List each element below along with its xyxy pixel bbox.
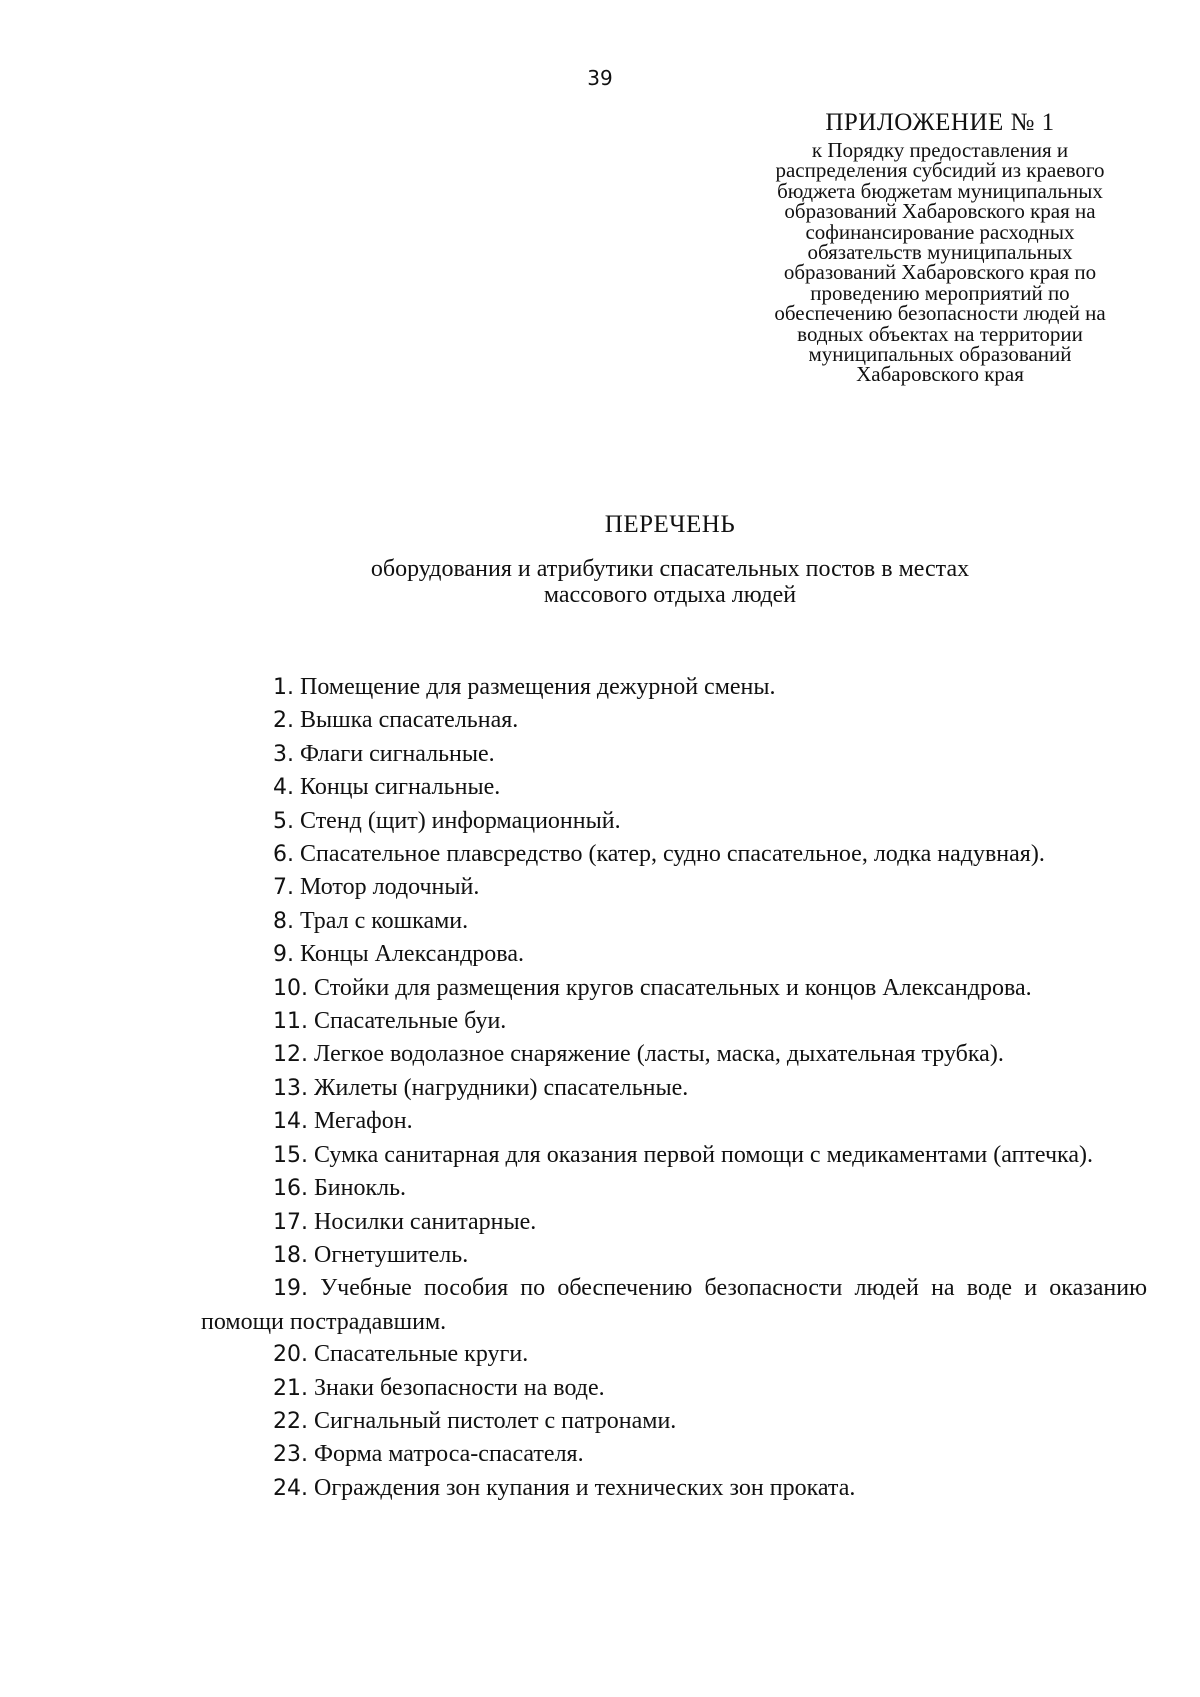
- appendix-subtitle-line: распределения субсидий из краевого: [775, 158, 1105, 183]
- list-item-text: Сумка санитарная для оказания первой помощи с медикаментами (аптечка).: [314, 1141, 1093, 1168]
- list-item-number: 1.: [273, 675, 294, 700]
- list-item-number: 23.: [273, 1442, 308, 1468]
- equipment-list: [201, 671, 1147, 1505]
- list-item-text: Мотор лодочный.: [300, 874, 480, 901]
- list-item: [201, 771, 1147, 804]
- list-item-text: Стенд (щит) информационный.: [300, 807, 621, 834]
- list-item-number: 6.: [273, 842, 294, 868]
- list-item-number: 21.: [273, 1375, 308, 1401]
- list-item-number: 22.: [273, 1408, 308, 1434]
- list-item-number: 17.: [273, 1209, 308, 1235]
- list-item-text: Форма матроса-спасателя.: [314, 1441, 584, 1468]
- appendix-subtitle-line: муниципальных образований: [808, 342, 1072, 367]
- list-item-text: Концы Александрова.: [300, 941, 524, 968]
- list-subheading: [270, 556, 1070, 608]
- list-item-number: 10.: [273, 975, 308, 1001]
- list-item: [201, 1338, 1147, 1371]
- list-item-text: Помещение для размещения дежурной смены.: [300, 674, 776, 700]
- list-item: [201, 738, 1147, 771]
- list-item: [201, 972, 1147, 1005]
- appendix-subtitle-line: бюджета бюджетам муниципальных: [777, 178, 1103, 203]
- list-item-number: 24.: [273, 1475, 308, 1501]
- list-item-text: Жилеты (нагрудники) спасательные.: [314, 1074, 689, 1101]
- appendix-title: ПРИЛОЖЕНИЕ № 1: [825, 109, 1055, 136]
- list-subheading-line: оборудования и атрибутики спасательных постов в местах: [370, 556, 970, 582]
- list-item-text: Вышка спасательная.: [300, 707, 519, 734]
- list-item-text: Легкое водолазное снаряжение (ласты, маска, дыхательная трубка).: [314, 1041, 1004, 1068]
- list-item-text: Трал с кошками.: [300, 907, 469, 934]
- appendix-block: [740, 108, 1140, 385]
- list-item: [201, 805, 1147, 838]
- list-item-number: 19.: [273, 1276, 308, 1302]
- list-item: [201, 1438, 1147, 1471]
- list-item: [201, 1005, 1147, 1038]
- list-item: [201, 838, 1147, 871]
- list-title-block: [270, 510, 1070, 608]
- list-subheading-line: массового отдыха людей: [543, 582, 797, 608]
- appendix-subtitle-line: обязательств муниципальных: [807, 240, 1073, 265]
- list-item-text: Знаки безопасности на воде.: [314, 1374, 605, 1401]
- appendix-subtitle-line: образований Хабаровского края по: [783, 260, 1097, 285]
- list-item: [201, 1072, 1147, 1105]
- list-item-text: Спасательные круги.: [314, 1341, 529, 1368]
- list-item-number: 5.: [273, 808, 294, 834]
- list-item-number: 20.: [273, 1342, 308, 1368]
- list-item-number: 9.: [273, 942, 294, 968]
- list-item-number: 15.: [273, 1142, 308, 1168]
- list-item-text: Стойки для размещения кругов спасательных и концов Александрова.: [314, 974, 1032, 1001]
- list-heading: ПЕРЕЧЕНЬ: [604, 511, 736, 538]
- list-item-number: 12.: [273, 1042, 308, 1068]
- list-item: [201, 704, 1147, 737]
- list-item-text: Учебные пособия по обеспечению безопасности людей на воде и оказанию помощи пострадавшим.: [201, 1275, 1148, 1335]
- appendix-subtitle-line: проведению мероприятий по: [810, 280, 1070, 305]
- list-item-number: 2.: [273, 708, 294, 734]
- list-item-number: 13.: [273, 1075, 308, 1101]
- appendix-subtitle-line: обеспечению безопасности людей на: [774, 301, 1106, 326]
- list-item-number: 16.: [273, 1176, 308, 1202]
- list-item-number: 4.: [273, 775, 294, 801]
- list-item-number: 8.: [273, 908, 294, 934]
- list-item: [201, 1206, 1147, 1239]
- list-item-text: Носилки санитарные.: [314, 1208, 537, 1235]
- list-item-text: Спасательное плавсредство (катер, судно спасательное, лодка надувная).: [300, 841, 1045, 868]
- list-item: [201, 1272, 1147, 1338]
- appendix-subtitle-line: образований Хабаровского края на: [784, 199, 1096, 224]
- appendix-subtitle-line: софинансирование расходных: [805, 219, 1075, 244]
- list-item: [201, 1239, 1147, 1272]
- page-number: 39: [587, 66, 613, 90]
- list-item-text: Флаги сигнальные.: [300, 740, 495, 767]
- list-item-text: Концы сигнальные.: [300, 774, 501, 801]
- list-item-number: 18.: [273, 1242, 308, 1268]
- list-item-text: Сигнальный пистолет с патронами.: [314, 1407, 677, 1434]
- list-item: [201, 938, 1147, 971]
- appendix-subtitle-line: к Порядку предоставления и: [811, 138, 1069, 162]
- list-item-number: 14.: [273, 1109, 308, 1135]
- list-item: [201, 905, 1147, 938]
- list-item-text: Ограждения зон купания и технических зон проката.: [314, 1474, 856, 1501]
- list-item-number: 7.: [273, 875, 294, 901]
- list-item-text: Огнетушитель.: [314, 1241, 469, 1268]
- appendix-subtitle-line: водных объектах на территории: [797, 321, 1083, 346]
- list-item-number: 3.: [273, 741, 294, 767]
- appendix-subtitle: [740, 140, 1140, 385]
- list-item-number: 11.: [273, 1009, 308, 1035]
- list-item: [201, 1372, 1147, 1405]
- list-item: [201, 671, 1147, 704]
- list-item-text: Спасательные буи.: [314, 1008, 507, 1035]
- list-item: [201, 1038, 1147, 1071]
- list-item-text: Мегафон.: [314, 1108, 413, 1135]
- list-item: [201, 1405, 1147, 1438]
- list-item: [201, 1472, 1147, 1505]
- appendix-subtitle-line: Хабаровского края: [856, 362, 1024, 387]
- list-item: [201, 1105, 1147, 1138]
- list-item: [201, 1172, 1147, 1205]
- list-item-text: Бинокль.: [314, 1175, 407, 1202]
- list-item: [201, 1139, 1147, 1172]
- list-item: [201, 871, 1147, 904]
